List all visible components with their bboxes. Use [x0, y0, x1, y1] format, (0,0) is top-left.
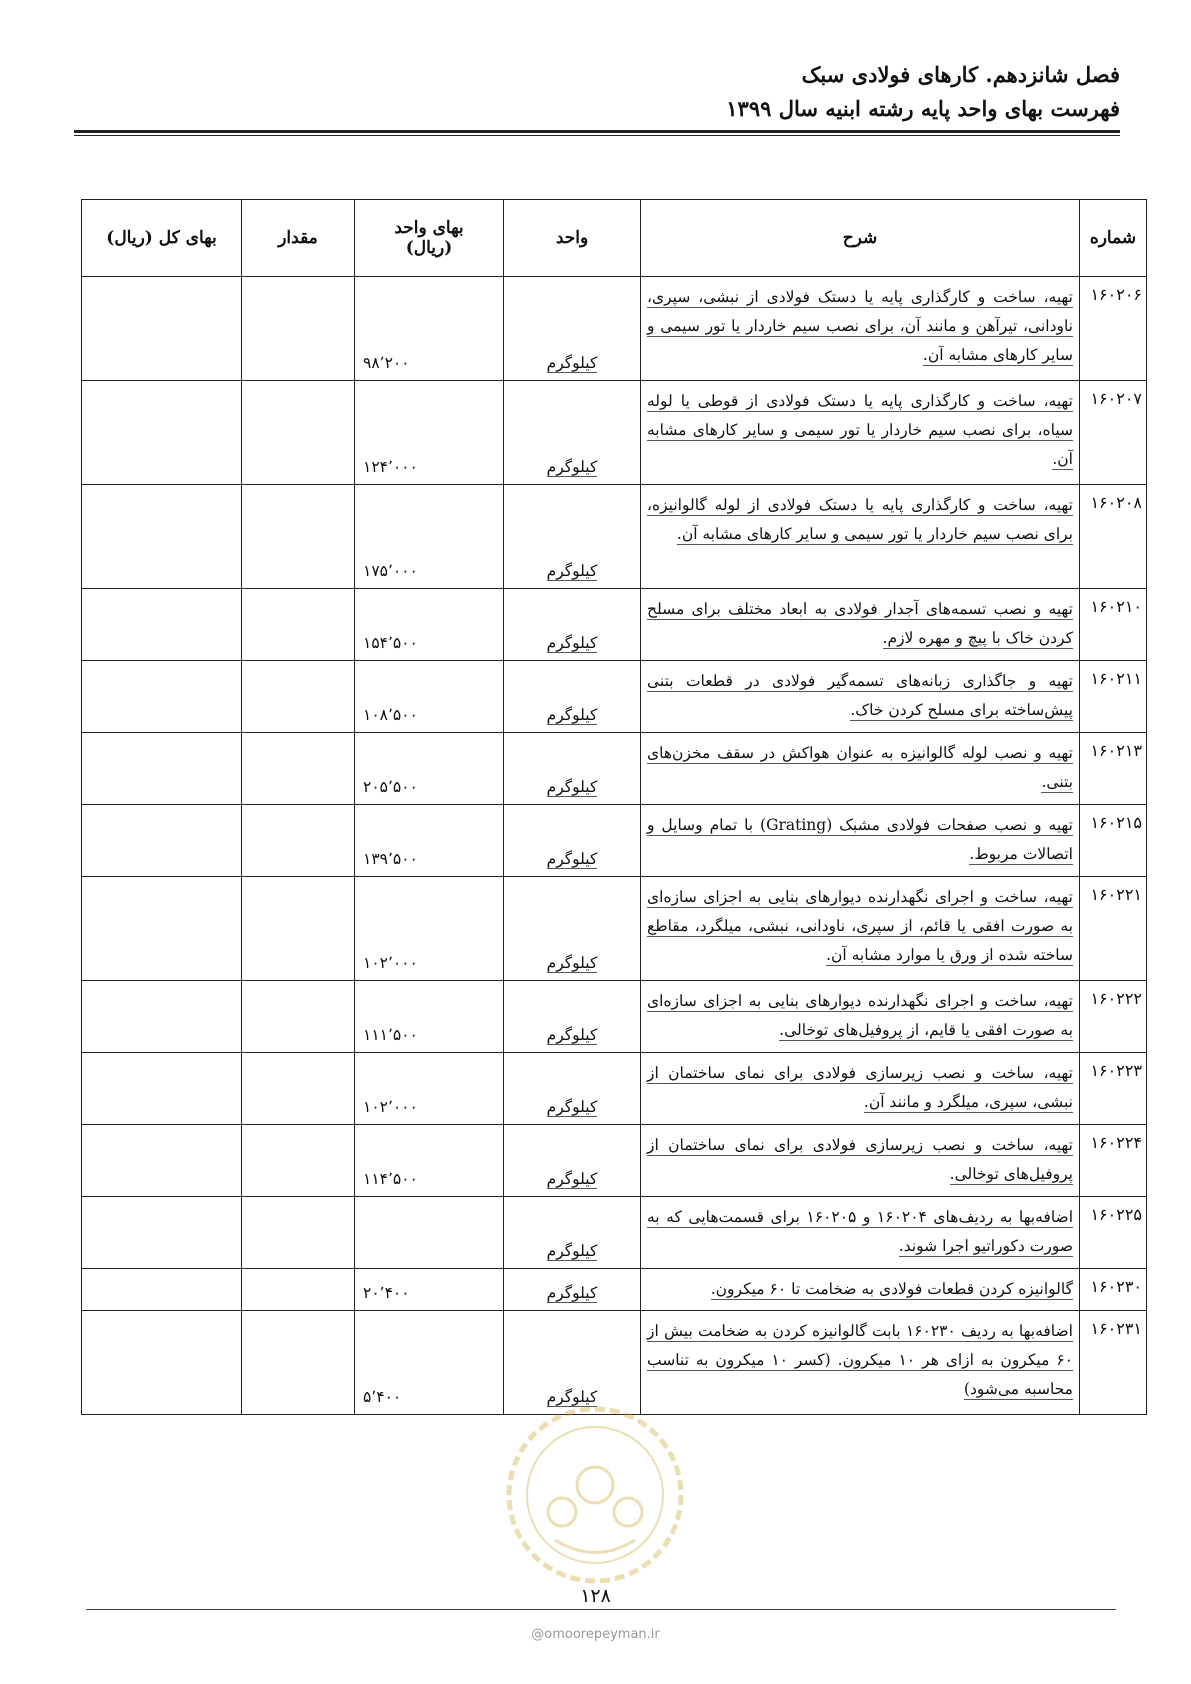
item-code: ۱۶۰۲۳۱ [1080, 1311, 1147, 1415]
item-code: ۱۶۰۲۱۳ [1080, 733, 1147, 805]
item-quantity [242, 981, 355, 1053]
item-code: ۱۶۰۲۰۸ [1080, 485, 1147, 589]
item-unit [504, 381, 641, 485]
header-unit-price-label: بهای واحد [394, 218, 464, 238]
item-unit-text: کیلوگرم [546, 1284, 598, 1302]
item-total-price [82, 661, 242, 733]
table-row [82, 1197, 1147, 1269]
page-header [74, 58, 1120, 126]
item-code: ۱۶۰۲۱۰ [1080, 589, 1147, 661]
table-row [82, 661, 1147, 733]
item-description-text: تهیه، ساخت و نصب زیرسازی فولادی برای نمای ساختمان از پروفیل‌های توخالی. [647, 1136, 1073, 1183]
item-unit [504, 805, 641, 877]
header-number: شماره [1080, 200, 1147, 277]
item-description [641, 381, 1080, 485]
item-quantity [242, 277, 355, 381]
item-description-text: تهیه، ساخت و کارگذاری پایه یا دستک فولادی از نبشی، سپری، ناودانی، تیرآهن و مانند آن، برای نصب سیم خاردار یا تور سیمی و سایر کارهای مشابه آن. [647, 288, 1073, 364]
item-unit [504, 981, 641, 1053]
item-unit [504, 277, 641, 381]
item-total-price [82, 277, 242, 381]
item-description-text: تهیه، ساخت و نصب زیرسازی فولادی برای نمای ساختمان از نبشی، سپری، میلگرد و مانند آن. [647, 1064, 1073, 1111]
item-total-price [82, 805, 242, 877]
header-description: شرح [641, 200, 1080, 277]
item-unit [504, 485, 641, 589]
item-unit-text: کیلوگرم [546, 458, 598, 476]
item-total-price [82, 1125, 242, 1197]
item-description [641, 1053, 1080, 1125]
item-description-text: تهیه، ساخت و اجرای نگهدارنده دیوارهای بنایی به اجزای سازه‌ای به صورت افقی یا قائم، از سپری، ناودانی، نبشی، میلگرد، مقاطع ساخته شده از ورق یا موارد مشابه آن. [647, 888, 1073, 964]
item-description-text: گالوانیزه کردن قطعات فولادی به ضخامت تا ۶۰ میکرون. [710, 1280, 1073, 1298]
item-unit-price: ۱۷۵٬۰۰۰ [355, 485, 504, 589]
price-table [81, 199, 1147, 1415]
item-code: ۱۶۰۲۲۵ [1080, 1197, 1147, 1269]
item-description [641, 981, 1080, 1053]
table-row [82, 805, 1147, 877]
item-total-price [82, 1311, 242, 1415]
item-description-text: تهیه و نصب صفحات فولادی مشبک (Grating) با تمام وسایل و اتصالات مربوط. [647, 816, 1073, 863]
item-unit-price: ۲۰۵٬۵۰۰ [355, 733, 504, 805]
item-quantity [242, 1197, 355, 1269]
item-total-price [82, 589, 242, 661]
item-description [641, 877, 1080, 981]
item-code: ۱۶۰۲۱۵ [1080, 805, 1147, 877]
item-quantity [242, 877, 355, 981]
item-code: ۱۶۰۲۲۳ [1080, 1053, 1147, 1125]
item-quantity [242, 485, 355, 589]
item-unit [504, 1269, 641, 1311]
item-total-price [82, 981, 242, 1053]
table-row [82, 733, 1147, 805]
table-row [82, 381, 1147, 485]
item-description-text: تهیه و جاگذاری زبانه‌های تسمه‌گیر فولادی در قطعات بتنی پیش‌ساخته برای مسلح کردن خاک. [647, 672, 1073, 719]
item-description [641, 1125, 1080, 1197]
item-unit-price: ۹۸٬۲۰۰ [355, 277, 504, 381]
item-unit-text: کیلوگرم [546, 354, 598, 372]
table-row [82, 1269, 1147, 1311]
item-description [641, 1269, 1080, 1311]
item-unit-price: ۱۱۴٬۵۰۰ [355, 1125, 504, 1197]
item-quantity [242, 661, 355, 733]
table-row [82, 1125, 1147, 1197]
item-total-price [82, 733, 242, 805]
item-code: ۱۶۰۲۲۴ [1080, 1125, 1147, 1197]
watermark-seal [500, 1400, 690, 1590]
item-unit [504, 733, 641, 805]
item-unit-price: ۲۰٬۴۰۰ [355, 1269, 504, 1311]
table-row [82, 981, 1147, 1053]
item-code: ۱۶۰۲۱۱ [1080, 661, 1147, 733]
item-unit-text: کیلوگرم [546, 1242, 598, 1260]
item-description-text: تهیه و نصب تسمه‌های آجدار فولادی به ابعاد مختلف برای مسلح کردن خاک با پیچ و مهره لازم. [647, 600, 1073, 647]
item-quantity [242, 1053, 355, 1125]
item-unit-text: کیلوگرم [546, 778, 598, 796]
item-description [641, 277, 1080, 381]
item-unit [504, 1311, 641, 1415]
item-code: ۱۶۰۲۲۱ [1080, 877, 1147, 981]
item-total-price [82, 485, 242, 589]
item-unit [504, 1125, 641, 1197]
item-code: ۱۶۰۲۰۷ [1080, 381, 1147, 485]
item-unit-price: ۱۰۲٬۰۰۰ [355, 1053, 504, 1125]
item-unit-price [355, 1197, 504, 1269]
item-code: ۱۶۰۲۰۶ [1080, 277, 1147, 381]
item-description [641, 805, 1080, 877]
item-unit-text: کیلوگرم [546, 1170, 598, 1188]
header-quantity: مقدار [242, 200, 355, 277]
header-divider [74, 130, 1120, 136]
price-list-title: فهرست بهای واحد پایه رشته ابنیه سال ۱۳۹۹ [726, 96, 1120, 121]
item-unit-price: ۱۰۲٬۰۰۰ [355, 877, 504, 981]
header-total-price: بهای کل (ریال) [82, 200, 242, 277]
item-description-text: تهیه و نصب لوله گالوانیزه به عنوان هواکش در سقف مخزن‌های بتنی. [647, 744, 1073, 791]
item-unit-text: کیلوگرم [546, 1098, 598, 1116]
item-unit-price: ۱۵۴٬۵۰۰ [355, 589, 504, 661]
table-row [82, 589, 1147, 661]
item-total-price [82, 877, 242, 981]
item-unit [504, 589, 641, 661]
item-quantity [242, 1311, 355, 1415]
table-row [82, 1053, 1147, 1125]
item-description [641, 485, 1080, 589]
item-total-price [82, 1053, 242, 1125]
item-quantity [242, 589, 355, 661]
item-quantity [242, 1269, 355, 1311]
table-row [82, 1311, 1147, 1415]
item-description [641, 1311, 1080, 1415]
item-unit-price: ۱۲۴٬۰۰۰ [355, 381, 504, 485]
page-number: ۱۲۸ [580, 1585, 611, 1607]
item-unit-price: ۱۳۹٬۵۰۰ [355, 805, 504, 877]
item-unit [504, 661, 641, 733]
item-unit [504, 1053, 641, 1125]
item-unit-price: ۱۱۱٬۵۰۰ [355, 981, 504, 1053]
item-description-text: اضافه‌بها به ردیف‌های ۱۶۰۲۰۴ و ۱۶۰۲۰۵ برای قسمت‌هایی که به صورت دکوراتیو اجرا شوند. [647, 1208, 1074, 1255]
item-unit-price: ۱۰۸٬۵۰۰ [355, 661, 504, 733]
item-description [641, 661, 1080, 733]
item-description [641, 1197, 1080, 1269]
item-unit-text: کیلوگرم [546, 954, 598, 972]
item-code: ۱۶۰۲۳۰ [1080, 1269, 1147, 1311]
chapter-title: فصل شانزدهم. کارهای فولادی سبک [801, 62, 1120, 87]
item-total-price [82, 381, 242, 485]
item-unit-price: ۵٬۴۰۰ [355, 1311, 504, 1415]
item-unit-text: کیلوگرم [546, 706, 598, 724]
item-unit-text: کیلوگرم [546, 850, 598, 868]
header-unit-price-currency: (ریال) [405, 238, 453, 258]
item-unit-text: کیلوگرم [546, 1026, 598, 1044]
table-header-row [82, 200, 1147, 277]
item-quantity [242, 805, 355, 877]
footer-website: @omoorepeyman.ir [531, 1627, 660, 1642]
item-unit-text: کیلوگرم [546, 1388, 598, 1406]
item-description [641, 589, 1080, 661]
item-total-price [82, 1197, 242, 1269]
item-unit [504, 877, 641, 981]
table-row [82, 277, 1147, 381]
table-row [82, 485, 1147, 589]
item-quantity [242, 381, 355, 485]
item-quantity [242, 1125, 355, 1197]
item-total-price [82, 1269, 242, 1311]
item-description-text: تهیه، ساخت و اجرای نگهدارنده دیوارهای بنایی به اجزای سازه‌ای به صورت افقی یا قایم، از پروفیل‌های توخالی. [647, 992, 1073, 1039]
item-unit [504, 1197, 641, 1269]
item-description-text: تهیه، ساخت و کارگذاری پایه یا دستک فولادی از لوله گالوانیزه، برای نصب سیم خاردار یا تور سیمی و سایر کارهای مشابه آن. [647, 496, 1073, 543]
item-code: ۱۶۰۲۲۲ [1080, 981, 1147, 1053]
header-unit-price [355, 200, 504, 277]
table-row [82, 877, 1147, 981]
item-description-text: تهیه، ساخت و کارگذاری پایه یا دستک فولادی از قوطی یا لوله سیاه، برای نصب سیم خاردار یا تور سیمی و سایر کارهای مشابه آن. [647, 392, 1073, 468]
item-quantity [242, 733, 355, 805]
item-unit-text: کیلوگرم [546, 562, 598, 580]
item-unit-text: کیلوگرم [546, 634, 598, 652]
header-unit: واحد [504, 200, 641, 277]
footer-divider [86, 1609, 1116, 1610]
item-description-text: اضافه‌بها به ردیف ۱۶۰۲۳۰ بابت گالوانیزه کردن به ضخامت بیش از ۶۰ میکرون به ازای هر ۱۰ میکرون. (کسر ۱۰ میکرون به تناسب محاسبه می‌شود) [647, 1322, 1073, 1398]
item-description [641, 733, 1080, 805]
